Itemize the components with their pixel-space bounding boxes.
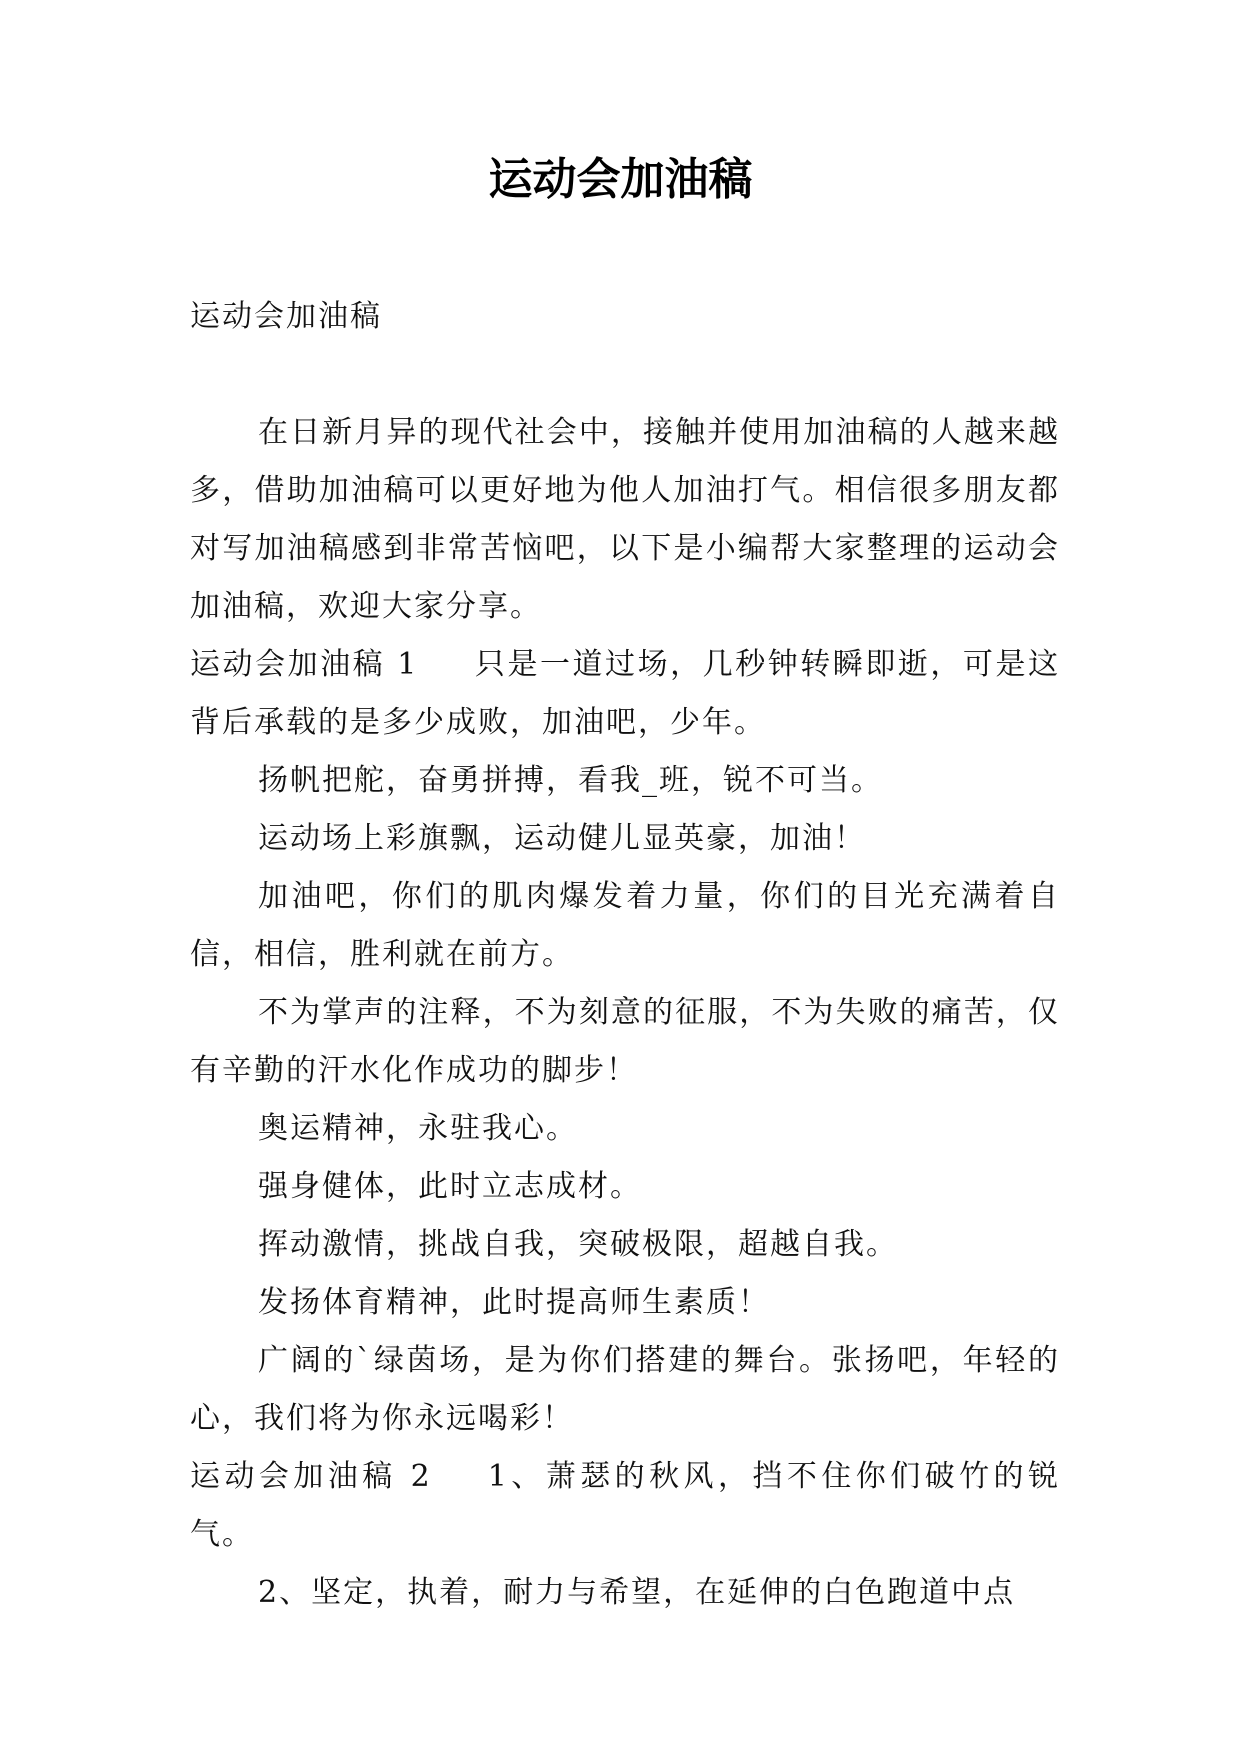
section-1-first-line: 只是一道过场，几秒钟转瞬即逝，可是这背后承载的是多少成败，加油吧，少年。 xyxy=(190,647,1061,740)
intro-paragraph: 在日新月异的现代社会中，接触并使用加油稿的人越来越多，借助加油稿可以更好地为他人加油打气。相信很多朋友都对写加油稿感到非常苦恼吧，以下是小编帮大家整理的运动会加油稿，欢迎大家分享。 xyxy=(190,415,1060,624)
section-1-first-paragraph xyxy=(190,636,1060,752)
section-1-paragraph: 广阔的`绿茵场，是为你们搭建的舞台。张扬吧，年轻的心，我们将为你永远喝彩！ xyxy=(190,1343,1060,1436)
section-2-paragraph: 2、坚定，执着，耐力与希望，在延伸的白色跑道中点 xyxy=(258,1575,1016,1610)
section-1-paragraph: 扬帆把舵，奋勇拼搏，看我_班，锐不可当。 xyxy=(258,763,883,798)
section-1-paragraph: 发扬体育精神，此时提高师生素质！ xyxy=(258,1285,770,1320)
section-1-paragraph: 挥动激情，挑战自我，突破极限，超越自我。 xyxy=(258,1227,898,1262)
document-subtitle: 运动会加油稿 xyxy=(190,299,382,334)
document-body xyxy=(190,288,1060,1622)
section-1-paragraph: 不为掌声的注释，不为刻意的征服，不为失败的痛苦，仅有辛勤的汗水化作成功的脚步！ xyxy=(190,995,1060,1088)
section-2-first-line: 1、萧瑟的秋风，挡不住你们破竹的锐气。 xyxy=(190,1459,1061,1552)
section-2-heading: 运动会加油稿 2 xyxy=(190,1459,432,1494)
section-1-paragraph: 加油吧，你们的肌肉爆发着力量，你们的目光充满着自信，相信，胜利就在前方。 xyxy=(190,879,1060,972)
section-1-paragraph: 强身健体，此时立志成材。 xyxy=(258,1169,642,1204)
section-1-paragraph: 运动场上彩旗飘，运动健儿显英豪，加油！ xyxy=(258,821,866,856)
section-2-first-paragraph xyxy=(190,1448,1060,1564)
section-1-paragraph: 奥运精神，永驻我心。 xyxy=(258,1111,578,1146)
document-title: 运动会加油稿 xyxy=(488,154,753,205)
section-1-heading: 运动会加油稿 1 xyxy=(190,647,419,682)
